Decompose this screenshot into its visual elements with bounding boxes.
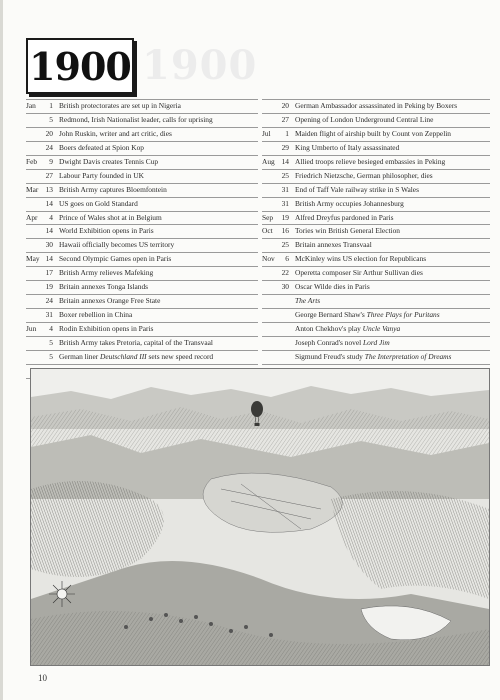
year-heading: 1900 [29,43,131,89]
event-month: Jan [26,101,36,110]
event-month [26,267,42,280]
event-text: Dwight Davis creates Tennis Cup [59,156,159,166]
event-row [262,197,490,211]
arts-item [262,322,490,336]
event-month [262,281,278,294]
event-row [26,183,258,197]
year-heading-echo: 1900 [142,42,258,89]
event-row [262,99,490,113]
event-month [26,281,42,294]
event-month: Jul [262,128,271,138]
event-text: Allied troops relieve besieged embassies in Peking [295,156,446,166]
event-row [26,224,258,238]
event-day: 5 [49,351,53,361]
arts-item-text [295,323,490,336]
event-row [262,155,490,169]
arts-heading-row [262,294,490,308]
event-day: 1 [285,128,289,138]
work-title: The Interpretation of Dreams [364,351,452,361]
event-day: 14 [45,254,53,264]
event-month [26,170,42,183]
event-text: British Army takes Pretoria, capital of the Transvaal [59,337,213,347]
arts-item [262,336,490,350]
event-row [26,141,258,155]
event-month: Apr [26,212,38,222]
event-row [262,183,490,197]
event-day: 14 [281,156,289,166]
event-text: Tories win British General Election [295,226,400,236]
event-month [262,100,278,113]
work-title: Three Plays for Puritans [366,310,440,320]
event-text: US goes on Gold Standard [59,198,138,208]
event-month: Nov [262,254,275,264]
event-month: Mar [26,184,39,194]
event-day: 25 [281,170,289,180]
event-day: 4 [49,212,53,222]
event-day: 30 [45,240,53,250]
event-text: Labour Party founded in UK [59,170,144,180]
event-month: Feb [26,156,38,166]
event-text: Hawaii officially becomes US territory [59,240,175,250]
event-row [262,127,490,141]
event-month [26,351,42,364]
event-row [262,238,490,252]
arts-item-text [295,337,490,350]
event-month: Jun [26,324,37,333]
event-month [262,198,278,211]
event-text [59,351,258,364]
event-day: 19 [45,282,53,292]
event-row [26,197,258,211]
arts-item-text [295,309,490,322]
year-heading-box [26,38,134,94]
ship-name: Deutschland III [100,351,147,361]
event-month [26,337,42,350]
event-text: Second Olympic Games open in Paris [59,254,172,264]
event-day: 20 [45,128,53,138]
event-text: Opening of London Underground Central Line [295,114,434,124]
event-text: British protectorates are set up in Nigeria [59,101,181,110]
event-day: 29 [281,142,289,152]
event-day: 17 [45,268,53,278]
arts-item-lead: Anton Chekhov's play [295,324,363,333]
event-row [26,99,258,113]
event-day: 4 [49,324,53,333]
event-day: 9 [49,156,53,166]
event-text-lead: German liner [59,351,101,361]
event-day: 25 [281,240,289,250]
event-row [26,280,258,294]
event-day: 24 [45,142,53,152]
work-title: Uncle Vanya [362,324,401,333]
event-row [26,294,258,308]
event-row [26,169,258,183]
event-text: Britain annexes Transvaal [295,240,372,250]
event-text: Boxer rebellion in China [59,310,133,320]
event-row [26,127,258,141]
event-row [262,211,490,225]
event-day: 27 [281,114,289,124]
event-day: 1 [49,101,53,110]
engraving-artwork [31,369,489,665]
event-day: 5 [49,114,53,124]
event-day: 27 [45,170,53,180]
event-text: Redmond, Irish Nationalist leader, calls for uprising [59,114,213,124]
arts-item-text [295,351,490,364]
event-text: Britain annexes Tonga Islands [59,282,149,292]
event-month: Sep [262,212,274,222]
event-month [262,239,278,252]
event-text: Rodin Exhibition opens in Paris [59,324,154,333]
event-day: 31 [281,198,289,208]
events-column-right [262,99,490,379]
event-month [262,170,278,183]
event-row [262,252,490,266]
event-text: German Ambassador assassinated in Peking by Boxers [295,101,458,110]
event-month [262,184,278,197]
event-day: 5 [49,337,53,347]
arts-item-lead: Joseph Conrad's novel [295,337,364,347]
event-row [262,169,490,183]
event-text-tail: sets new speed record [146,351,214,361]
event-text: John Ruskin, writer and art critic, dies [59,128,172,138]
event-text: Friedrich Nietzsche, German philosopher, dies [295,170,433,180]
event-day: 13 [45,184,53,194]
event-text: Oscar Wilde dies in Paris [295,282,370,292]
arts-item [262,350,490,364]
event-month [26,142,42,155]
event-text: British Army relieves Mafeking [59,268,154,278]
page-edge [0,0,3,700]
event-day: 31 [281,184,289,194]
event-row [26,266,258,280]
event-row [262,224,490,238]
event-day: 30 [281,282,289,292]
event-month [262,142,278,155]
event-text: Prince of Wales shot at in Belgium [59,212,162,222]
arts-item-lead: Sigmund Freud's study [295,351,365,361]
event-day: 14 [45,198,53,208]
event-month [26,198,42,211]
event-day: 20 [281,101,289,110]
event-month [26,225,42,238]
event-row [262,141,490,155]
event-row [26,350,258,364]
events-column-left [26,99,258,379]
event-month: Oct [262,226,273,236]
event-month [26,114,42,127]
event-row [26,322,258,336]
event-text: British Army captures Bloemfontein [59,184,167,194]
arts-item-lead: George Bernard Shaw's [295,310,367,320]
event-month [262,267,278,280]
event-month [26,128,42,141]
arts-heading: The Arts [295,296,321,306]
event-day: 31 [45,310,53,320]
arts-item [262,308,490,322]
landscape-engraving [30,368,490,666]
event-row [262,280,490,294]
event-text: Maiden flight of airship built by Count von Zeppelin [295,128,452,138]
event-month [262,114,278,127]
event-month: Aug [262,156,275,166]
event-month [26,295,42,308]
event-day: 22 [281,268,289,278]
event-row [26,211,258,225]
event-text: Boers defeated at Spion Kop [59,142,144,152]
event-day: 16 [281,226,289,236]
event-month [26,239,42,252]
event-day: 24 [45,296,53,306]
event-text: British Army occupies Johannesburg [295,198,404,208]
event-row [262,266,490,280]
page-number: 10 [38,673,47,683]
event-month: May [26,254,40,264]
work-title: Lord Jim [363,337,390,347]
event-month [26,309,42,322]
event-text: End of Taff Vale railway strike in S Wales [295,184,419,194]
event-day: 19 [281,212,289,222]
event-row [26,308,258,322]
event-row [26,113,258,127]
event-row [26,155,258,169]
event-text: McKinley wins US election for Republicans [295,254,427,264]
event-day: 6 [285,254,289,264]
event-text: Alfred Dreyfus pardoned in Paris [295,212,394,222]
event-row [26,252,258,266]
event-text: Operetta composer Sir Arthur Sullivan dies [295,268,423,278]
event-row [262,113,490,127]
event-row [26,336,258,350]
event-day: 14 [45,226,53,236]
event-text: King Umberto of Italy assassinated [295,142,400,152]
event-text: Britain annexes Orange Free State [59,296,161,306]
event-text: World Exhibition opens in Paris [59,226,154,236]
event-row [26,238,258,252]
